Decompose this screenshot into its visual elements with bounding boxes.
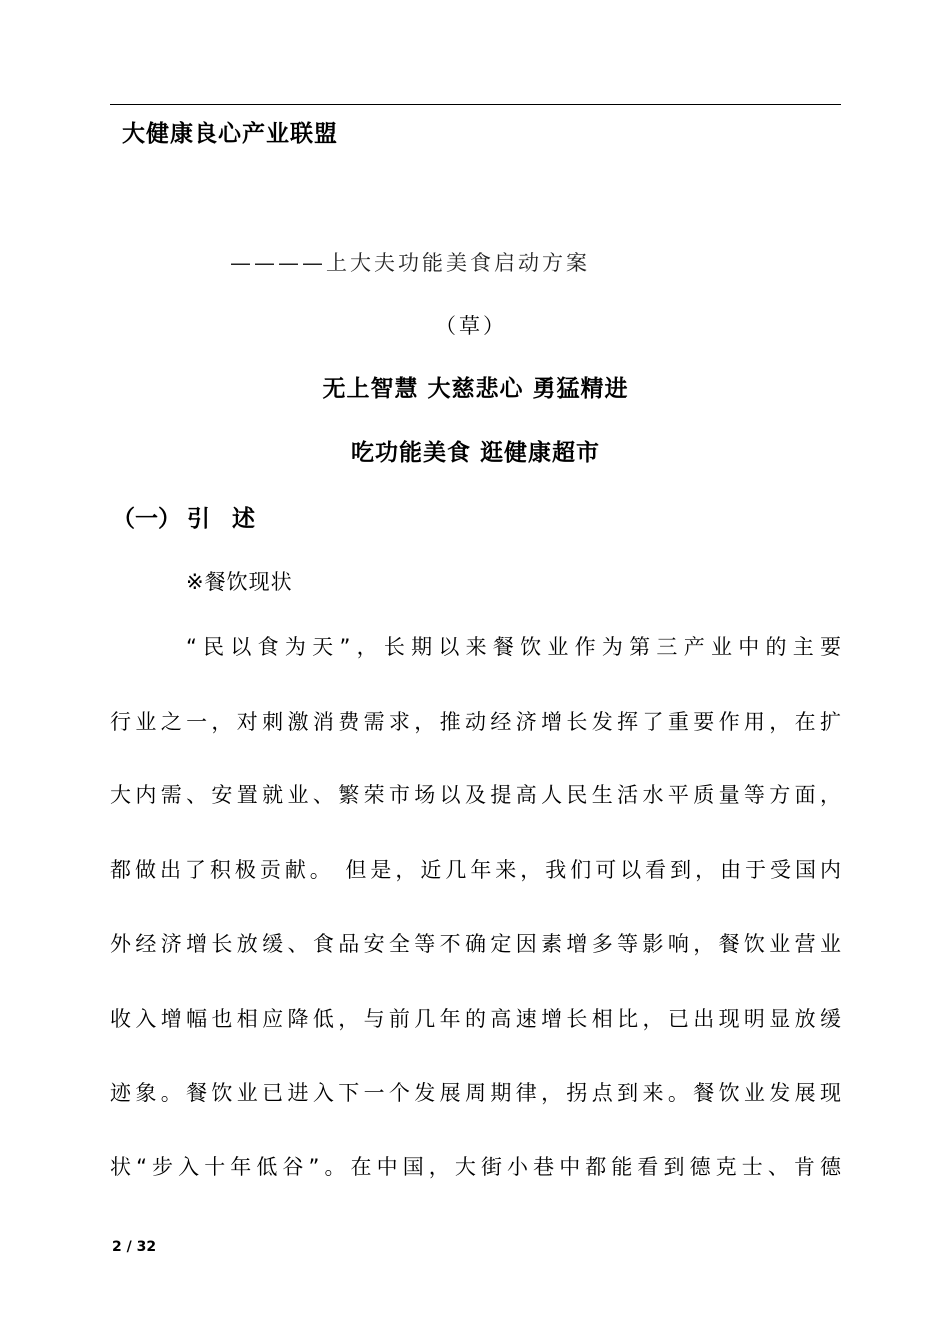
document-subtitle: ————上大夫功能美食启动方案 bbox=[230, 251, 590, 275]
header-title: 大健康良心产业联盟 bbox=[122, 121, 338, 147]
subheading: ※餐饮现状 bbox=[186, 570, 293, 594]
slogan-line-1: 无上智慧 大慈悲心 勇猛精进 bbox=[322, 376, 629, 402]
paragraph-line: 外经济增长放缓、食品安全等不确定因素增多等影响，餐饮业营业 bbox=[110, 932, 841, 956]
paragraph-line: 状“步入十年低谷”。在中国，大街小巷中都能看到德克士、肯德 bbox=[110, 1155, 841, 1179]
section-label: 引述 bbox=[187, 506, 277, 532]
paragraph-line: 收入增幅也相应降低，与前几年的高速增长相比，已出现明显放缓 bbox=[110, 1007, 841, 1031]
section-number: （一） bbox=[112, 506, 181, 532]
header-rule bbox=[110, 104, 841, 105]
paragraph-line: 行业之一，对刺激消费需求，推动经济增长发挥了重要作用，在扩 bbox=[110, 710, 841, 734]
paragraph-line: 大内需、安置就业、繁荣市场以及提高人民生活水平质量等方面， bbox=[110, 783, 841, 807]
section-heading bbox=[112, 503, 277, 535]
paragraph-line: 都做出了积极贡献。 但是，近几年来，我们可以看到，由于受国内 bbox=[110, 858, 841, 882]
page-indicator: 2 / 32 bbox=[112, 1239, 157, 1255]
paragraph-line: “民以食为天”，长期以来餐饮业作为第三产业中的主要 bbox=[186, 635, 841, 659]
slogan-line-2: 吃功能美食 逛健康超市 bbox=[350, 440, 600, 466]
draft-label: （草） bbox=[435, 314, 507, 338]
paragraph-line: 迹象。餐饮业已进入下一个发展周期律，拐点到来。餐饮业发展现 bbox=[110, 1081, 841, 1105]
